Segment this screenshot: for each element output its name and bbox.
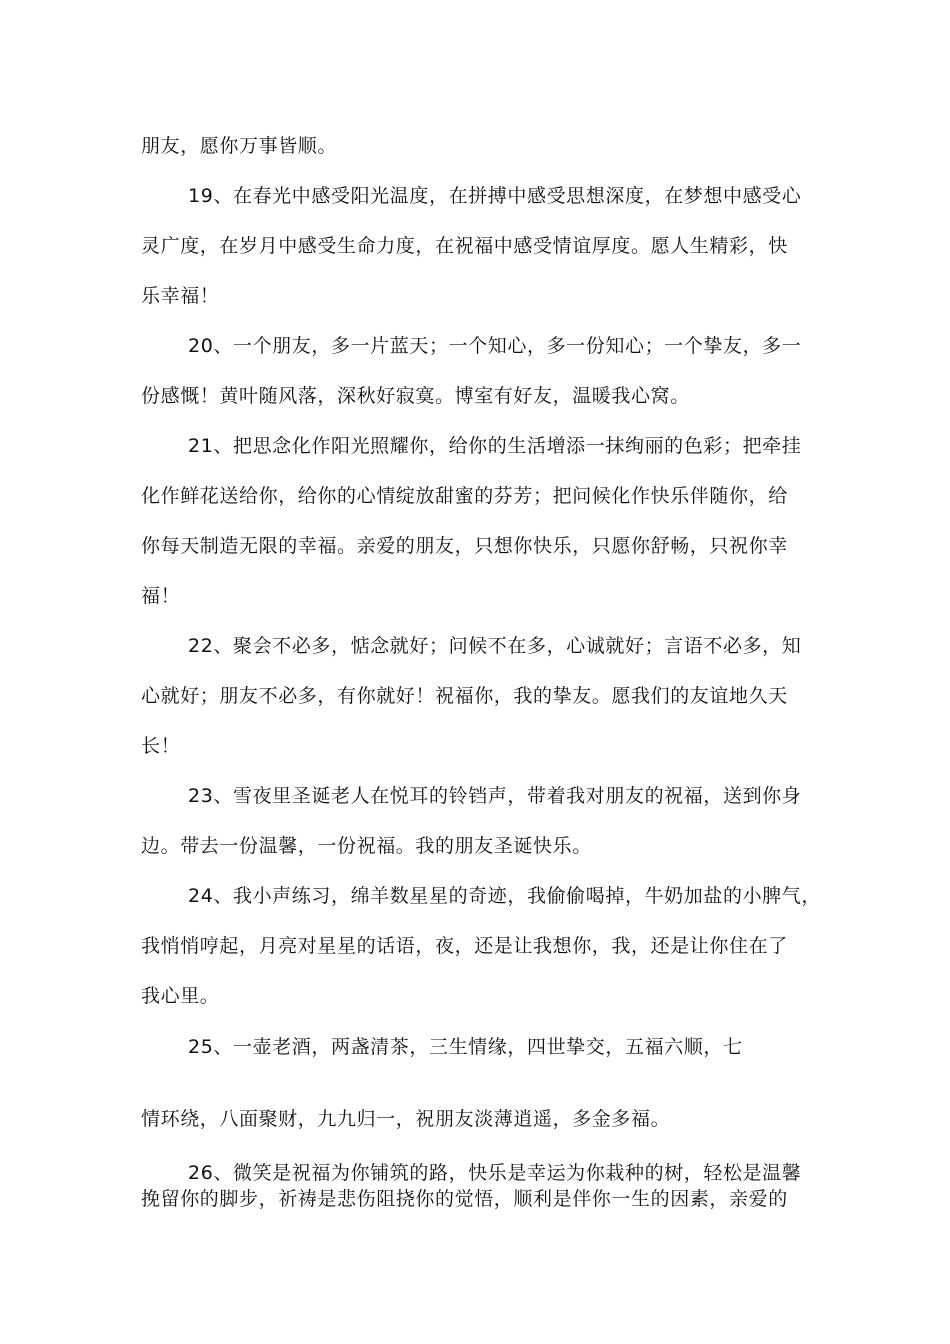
paragraph-24-line-1: 24、我小声练习，绵羊数星星的奇迹，我偷偷喝掉，牛奶加盐的小脾气， [188, 885, 821, 907]
paragraph-19-line-1: 19、在春光中感受阳光温度，在拼搏中感受思想深度，在梦想中感受心 [188, 185, 802, 207]
paragraph-19-line-2: 灵广度，在岁月中感受生命力度，在祝福中感受情谊厚度。愿人生精彩，快 [141, 235, 788, 257]
paragraph-24-line-3: 我心里。 [141, 985, 220, 1007]
text-line: 朋友，愿你万事皆顺。 [141, 135, 338, 157]
paragraph-21-line-3: 你每天制造无限的幸福。亲爱的朋友，只想你快乐，只愿你舒畅，只祝你幸 [141, 535, 788, 557]
paragraph-21-line-1: 21、把思念化作阳光照耀你，给你的生活增添一抹绚丽的色彩；把牵挂 [188, 435, 802, 457]
paragraph-26-line-2: 挽留你的脚步，祈祷是悲伤阻挠你的觉悟，顺利是伴你一生的因素，亲爱的 [141, 1188, 788, 1210]
paragraph-20-line-2: 份感慨！黄叶随风落，深秋好寂寞。博室有好友，温暖我心窝。 [141, 385, 690, 407]
paragraph-24-line-2: 我悄悄哼起，月亮对星星的话语，夜，还是让我想你，我，还是让你住在了 [141, 935, 788, 957]
paragraph-20-line-1: 20、一个朋友，多一片蓝天；一个知心，多一份知心；一个挚友，多一 [188, 335, 802, 357]
paragraph-25-line-2: 情环绕，八面聚财，九九归一，祝朋友淡薄逍遥，多金多福。 [141, 1108, 671, 1130]
paragraph-22-line-3: 长！ [141, 735, 181, 757]
paragraph-21-line-2: 化作鲜花送给你，给你的心情绽放甜蜜的芬芳；把问候化作快乐伴随你，给 [141, 485, 788, 507]
paragraph-22-line-1: 22、聚会不必多，惦念就好；问候不在多，心诚就好；言语不必多，知 [188, 635, 802, 657]
paragraph-23-line-1: 23、雪夜里圣诞老人在悦耳的铃铛声，带着我对朋友的祝福，送到你身 [188, 785, 802, 807]
paragraph-21-line-4: 福！ [141, 585, 181, 607]
paragraph-23-line-2: 边。带去一份温馨，一份祝福。我的朋友圣诞快乐。 [141, 835, 592, 857]
paragraph-26-line-1: 26、微笑是祝福为你铺筑的路，快乐是幸运为你栽种的树，轻松是温馨 [188, 1162, 802, 1184]
paragraph-22-line-2: 心就好；朋友不必多，有你就好！祝福你，我的挚友。愿我们的友谊地久天 [141, 685, 788, 707]
paragraph-25-line-1: 25、一壶老酒，两盏清茶，三生情缘，四世挚交，五福六顺，七 [188, 1036, 743, 1058]
paragraph-19-line-3: 乐幸福！ [141, 285, 220, 307]
